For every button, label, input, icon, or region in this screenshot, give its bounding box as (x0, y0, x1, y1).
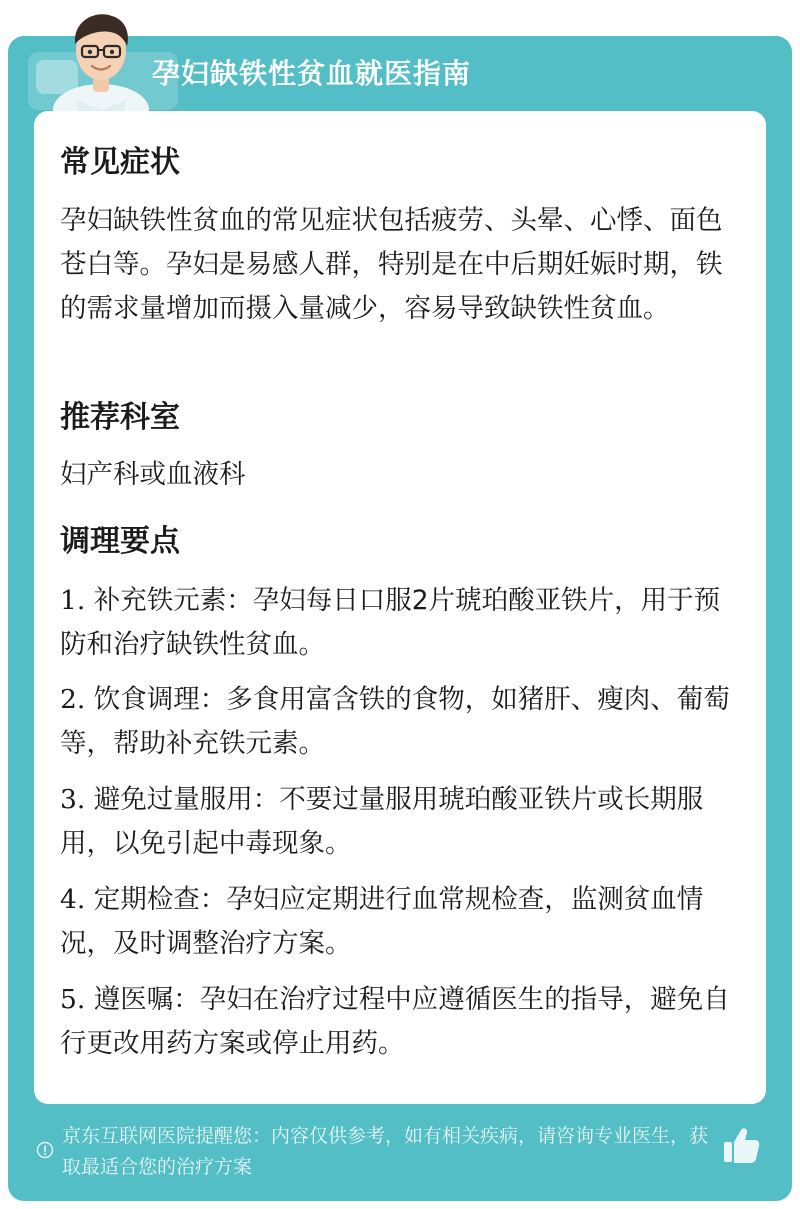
care-item-number: 1. (60, 585, 86, 616)
content-card (34, 111, 766, 1104)
footer-disclaimer (36, 1121, 726, 1183)
care-item-text: 补充铁元素：孕妇每日口服2片琥珀酸亚铁片，用于预防和治疗缺铁性贫血。 (60, 585, 721, 660)
care-heading: 调理要点 (60, 524, 180, 559)
care-item-text: 避免过量服用：不要过量服用琥珀酸亚铁片或长期服用，以免引起中毒现象。 (60, 784, 704, 859)
info-icon (36, 1141, 54, 1159)
care-item-number: 3. (60, 784, 86, 815)
care-item-number: 5. (60, 984, 86, 1015)
care-item-5 (60, 978, 740, 1066)
page-title: 孕妇缺铁性贫血就医指南 (152, 57, 472, 90)
disclaimer-text: 京东互联网医院提醒您：内容仅供参考，如有相关疾病，请咨询专业医生，获取最适合您的治疗方案 (62, 1125, 709, 1178)
care-item-number: 4. (60, 884, 86, 915)
thumbs-up-icon[interactable] (722, 1126, 760, 1166)
doctor-avatar (46, 4, 156, 112)
department-heading: 推荐科室 (60, 400, 180, 435)
care-item-text: 饮食调理：多食用富含铁的食物，如猪肝、瘦肉、葡萄等，帮助补充铁元素。 (60, 684, 730, 759)
care-item-number: 2. (60, 684, 86, 715)
department-text: 妇产科或血液科 (60, 459, 246, 490)
care-item-2 (60, 678, 740, 766)
care-item-4 (60, 878, 740, 966)
care-item-text: 定期检查：孕妇应定期进行血常规检查，监测贫血情况，及时调整治疗方案。 (60, 884, 704, 959)
care-item-text: 遵医嘱：孕妇在治疗过程中应遵循医生的指导，避免自行更改用药方案或停止用药。 (60, 984, 730, 1059)
care-item-3 (60, 778, 740, 866)
symptoms-text: 孕妇缺铁性贫血的常见症状包括疲劳、头晕、心悸、面色苍白等。孕妇是易感人群，特别是在中后期妊娠时期，铁的需求量增加而摄入量减少，容易导致缺铁性贫血。 (60, 205, 723, 324)
symptoms-heading: 常见症状 (60, 145, 180, 180)
care-item-1 (60, 579, 740, 667)
